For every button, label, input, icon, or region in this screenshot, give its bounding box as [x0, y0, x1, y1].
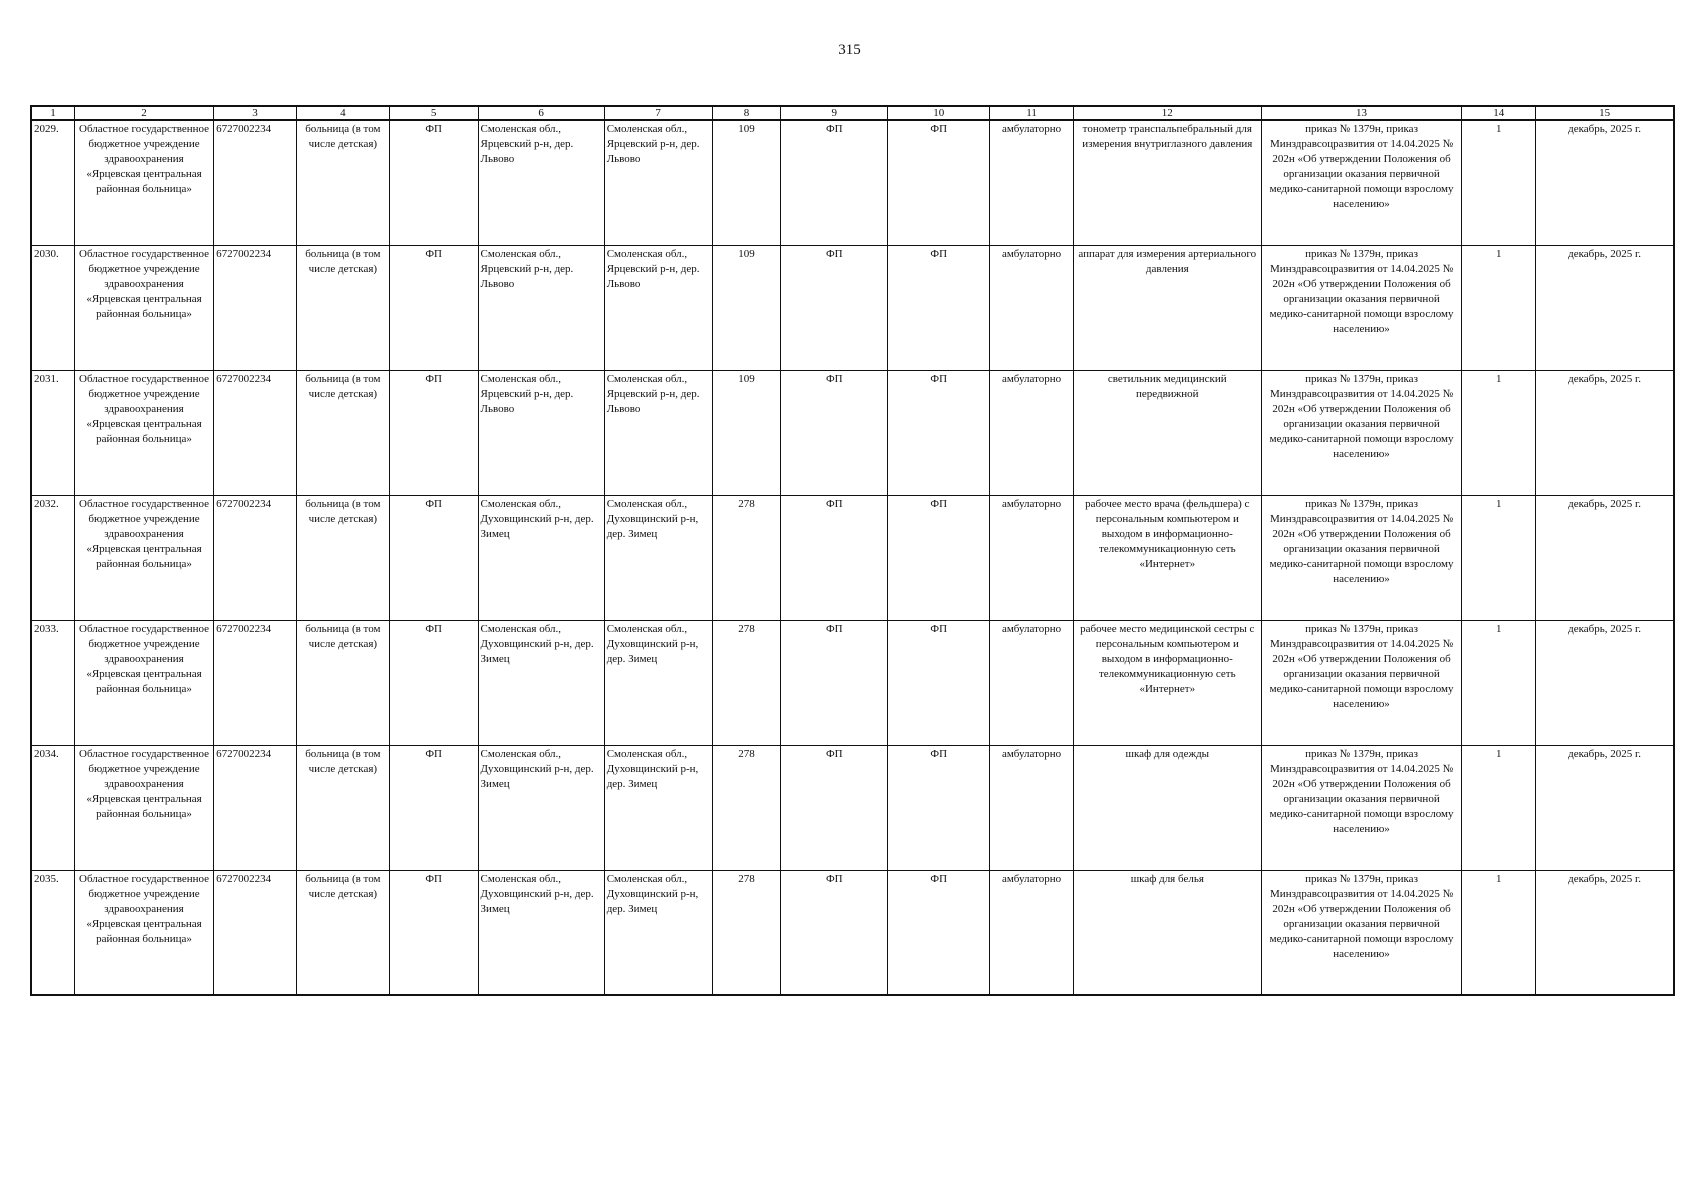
address-actual: Смоленская обл., Духовщинский р-н, дер. Зимец — [604, 495, 712, 620]
equipment-name: шкаф для белья — [1073, 870, 1261, 995]
column-number: 1 — [31, 106, 74, 120]
column-number: 13 — [1261, 106, 1462, 120]
unit-code: 278 — [712, 870, 781, 995]
column-number: 7 — [604, 106, 712, 120]
unit-type: ФП — [389, 870, 478, 995]
care-condition: амбулаторно — [990, 245, 1074, 370]
address-actual: Смоленская обл., Духовщинский р-н, дер. Зимец — [604, 870, 712, 995]
column-9-value: ФП — [781, 745, 888, 870]
table-row — [31, 870, 1674, 995]
address-actual: Смоленская обл., Ярцевский р-н, дер. Львово — [604, 120, 712, 245]
column-number: 2 — [74, 106, 213, 120]
quantity: 1 — [1462, 870, 1536, 995]
care-condition: амбулаторно — [990, 620, 1074, 745]
column-number: 9 — [781, 106, 888, 120]
unit-type: ФП — [389, 495, 478, 620]
table-row — [31, 120, 1674, 245]
facility-type: больница (в том числе детская) — [296, 120, 389, 245]
column-10-value: ФП — [888, 870, 990, 995]
column-10-value: ФП — [888, 620, 990, 745]
column-9-value: ФП — [781, 870, 888, 995]
quantity: 1 — [1462, 245, 1536, 370]
row-number: 2035. — [31, 870, 74, 995]
address: Смоленская обл., Духовщинский р-н, дер. Зимец — [478, 495, 604, 620]
unit-code: 278 — [712, 620, 781, 745]
address: Смоленская обл., Ярцевский р-н, дер. Львово — [478, 120, 604, 245]
organization-name: Областное государственное бюджетное учреждение здравоохранения «Ярцевская центральная районная больница» — [74, 745, 213, 870]
care-condition: амбулаторно — [990, 745, 1074, 870]
quantity: 1 — [1462, 745, 1536, 870]
column-number-row — [31, 106, 1674, 120]
inn: 6727002234 — [214, 870, 297, 995]
table-row — [31, 620, 1674, 745]
table-row — [31, 495, 1674, 620]
quantity: 1 — [1462, 620, 1536, 745]
unit-type: ФП — [389, 620, 478, 745]
organization-name: Областное государственное бюджетное учреждение здравоохранения «Ярцевская центральная районная больница» — [74, 495, 213, 620]
column-number: 15 — [1536, 106, 1674, 120]
address-actual: Смоленская обл., Ярцевский р-н, дер. Львово — [604, 245, 712, 370]
table-row — [31, 245, 1674, 370]
row-number: 2031. — [31, 370, 74, 495]
care-condition: амбулаторно — [990, 495, 1074, 620]
registry-body — [31, 120, 1674, 995]
column-9-value: ФП — [781, 370, 888, 495]
row-number: 2033. — [31, 620, 74, 745]
legal-basis: приказ № 1379н, приказ Минздравсоцразвития от 14.04.2025 № 202н «Об утверждении Положения об организации оказания первичной медико-санитарной помощи взрослому населению» — [1261, 495, 1462, 620]
address: Смоленская обл., Ярцевский р-н, дер. Львово — [478, 245, 604, 370]
address: Смоленская обл., Духовщинский р-н, дер. Зимец — [478, 870, 604, 995]
deadline: декабрь, 2025 г. — [1536, 870, 1674, 995]
row-number: 2030. — [31, 245, 74, 370]
column-9-value: ФП — [781, 495, 888, 620]
column-10-value: ФП — [888, 120, 990, 245]
column-9-value: ФП — [781, 120, 888, 245]
organization-name: Областное государственное бюджетное учреждение здравоохранения «Ярцевская центральная районная больница» — [74, 245, 213, 370]
equipment-name: тонометр транспальпебральный для измерения внутриглазного давления — [1073, 120, 1261, 245]
unit-type: ФП — [389, 245, 478, 370]
facility-type: больница (в том числе детская) — [296, 370, 389, 495]
deadline: декабрь, 2025 г. — [1536, 745, 1674, 870]
column-number: 12 — [1073, 106, 1261, 120]
column-9-value: ФП — [781, 620, 888, 745]
unit-code: 109 — [712, 370, 781, 495]
column-number: 4 — [296, 106, 389, 120]
deadline: декабрь, 2025 г. — [1536, 120, 1674, 245]
inn: 6727002234 — [214, 745, 297, 870]
inn: 6727002234 — [214, 120, 297, 245]
quantity: 1 — [1462, 495, 1536, 620]
column-number: 6 — [478, 106, 604, 120]
column-10-value: ФП — [888, 245, 990, 370]
equipment-name: рабочее место врача (фельдшера) с персональным компьютером и выходом в информационно-телекоммуникационную сеть «Интернет» — [1073, 495, 1261, 620]
care-condition: амбулаторно — [990, 870, 1074, 995]
deadline: декабрь, 2025 г. — [1536, 620, 1674, 745]
legal-basis: приказ № 1379н, приказ Минздравсоцразвития от 14.04.2025 № 202н «Об утверждении Положения об организации оказания первичной медико-санитарной помощи взрослому населению» — [1261, 620, 1462, 745]
unit-type: ФП — [389, 745, 478, 870]
address-actual: Смоленская обл., Духовщинский р-н, дер. Зимец — [604, 620, 712, 745]
deadline: декабрь, 2025 г. — [1536, 495, 1674, 620]
page-number: 315 — [838, 42, 861, 58]
address-actual: Смоленская обл., Духовщинский р-н, дер. Зимец — [604, 745, 712, 870]
deadline: декабрь, 2025 г. — [1536, 245, 1674, 370]
unit-code: 109 — [712, 120, 781, 245]
unit-code: 278 — [712, 495, 781, 620]
row-number: 2034. — [31, 745, 74, 870]
deadline: декабрь, 2025 г. — [1536, 370, 1674, 495]
column-10-value: ФП — [888, 495, 990, 620]
quantity: 1 — [1462, 370, 1536, 495]
inn: 6727002234 — [214, 370, 297, 495]
address: Смоленская обл., Духовщинский р-н, дер. Зимец — [478, 745, 604, 870]
quantity: 1 — [1462, 120, 1536, 245]
column-9-value: ФП — [781, 245, 888, 370]
unit-code: 109 — [712, 245, 781, 370]
unit-type: ФП — [389, 370, 478, 495]
equipment-name: светильник медицинский передвижной — [1073, 370, 1261, 495]
row-number: 2032. — [31, 495, 74, 620]
legal-basis: приказ № 1379н, приказ Минздравсоцразвития от 14.04.2025 № 202н «Об утверждении Положения об организации оказания первичной медико-санитарной помощи взрослому населению» — [1261, 120, 1462, 245]
facility-type: больница (в том числе детская) — [296, 745, 389, 870]
unit-code: 278 — [712, 745, 781, 870]
row-number: 2029. — [31, 120, 74, 245]
organization-name: Областное государственное бюджетное учреждение здравоохранения «Ярцевская центральная районная больница» — [74, 120, 213, 245]
equipment-name: шкаф для одежды — [1073, 745, 1261, 870]
facility-type: больница (в том числе детская) — [296, 620, 389, 745]
column-number: 10 — [888, 106, 990, 120]
unit-type: ФП — [389, 120, 478, 245]
equipment-registry-table — [30, 105, 1675, 996]
facility-type: больница (в том числе детская) — [296, 245, 389, 370]
column-10-value: ФП — [888, 745, 990, 870]
address: Смоленская обл., Ярцевский р-н, дер. Львово — [478, 370, 604, 495]
legal-basis: приказ № 1379н, приказ Минздравсоцразвития от 14.04.2025 № 202н «Об утверждении Положения об организации оказания первичной медико-санитарной помощи взрослому населению» — [1261, 870, 1462, 995]
inn: 6727002234 — [214, 245, 297, 370]
care-condition: амбулаторно — [990, 370, 1074, 495]
legal-basis: приказ № 1379н, приказ Минздравсоцразвития от 14.04.2025 № 202н «Об утверждении Положения об организации оказания первичной медико-санитарной помощи взрослому населению» — [1261, 370, 1462, 495]
facility-type: больница (в том числе детская) — [296, 495, 389, 620]
inn: 6727002234 — [214, 620, 297, 745]
legal-basis: приказ № 1379н, приказ Минздравсоцразвития от 14.04.2025 № 202н «Об утверждении Положения об организации оказания первичной медико-санитарной помощи взрослому населению» — [1261, 745, 1462, 870]
table-row — [31, 745, 1674, 870]
care-condition: амбулаторно — [990, 120, 1074, 245]
table-row — [31, 370, 1674, 495]
organization-name: Областное государственное бюджетное учреждение здравоохранения «Ярцевская центральная районная больница» — [74, 370, 213, 495]
column-number: 14 — [1462, 106, 1536, 120]
address: Смоленская обл., Духовщинский р-н, дер. Зимец — [478, 620, 604, 745]
legal-basis: приказ № 1379н, приказ Минздравсоцразвития от 14.04.2025 № 202н «Об утверждении Положения об организации оказания первичной медико-санитарной помощи взрослому населению» — [1261, 245, 1462, 370]
facility-type: больница (в том числе детская) — [296, 870, 389, 995]
column-number: 8 — [712, 106, 781, 120]
column-number: 5 — [389, 106, 478, 120]
inn: 6727002234 — [214, 495, 297, 620]
column-number: 3 — [214, 106, 297, 120]
equipment-name: рабочее место медицинской сестры с персональным компьютером и выходом в информационно-телекоммуникационную сеть «Интернет» — [1073, 620, 1261, 745]
column-10-value: ФП — [888, 370, 990, 495]
column-number: 11 — [990, 106, 1074, 120]
organization-name: Областное государственное бюджетное учреждение здравоохранения «Ярцевская центральная районная больница» — [74, 870, 213, 995]
address-actual: Смоленская обл., Ярцевский р-н, дер. Львово — [604, 370, 712, 495]
equipment-name: аппарат для измерения артериального давления — [1073, 245, 1261, 370]
organization-name: Областное государственное бюджетное учреждение здравоохранения «Ярцевская центральная районная больница» — [74, 620, 213, 745]
